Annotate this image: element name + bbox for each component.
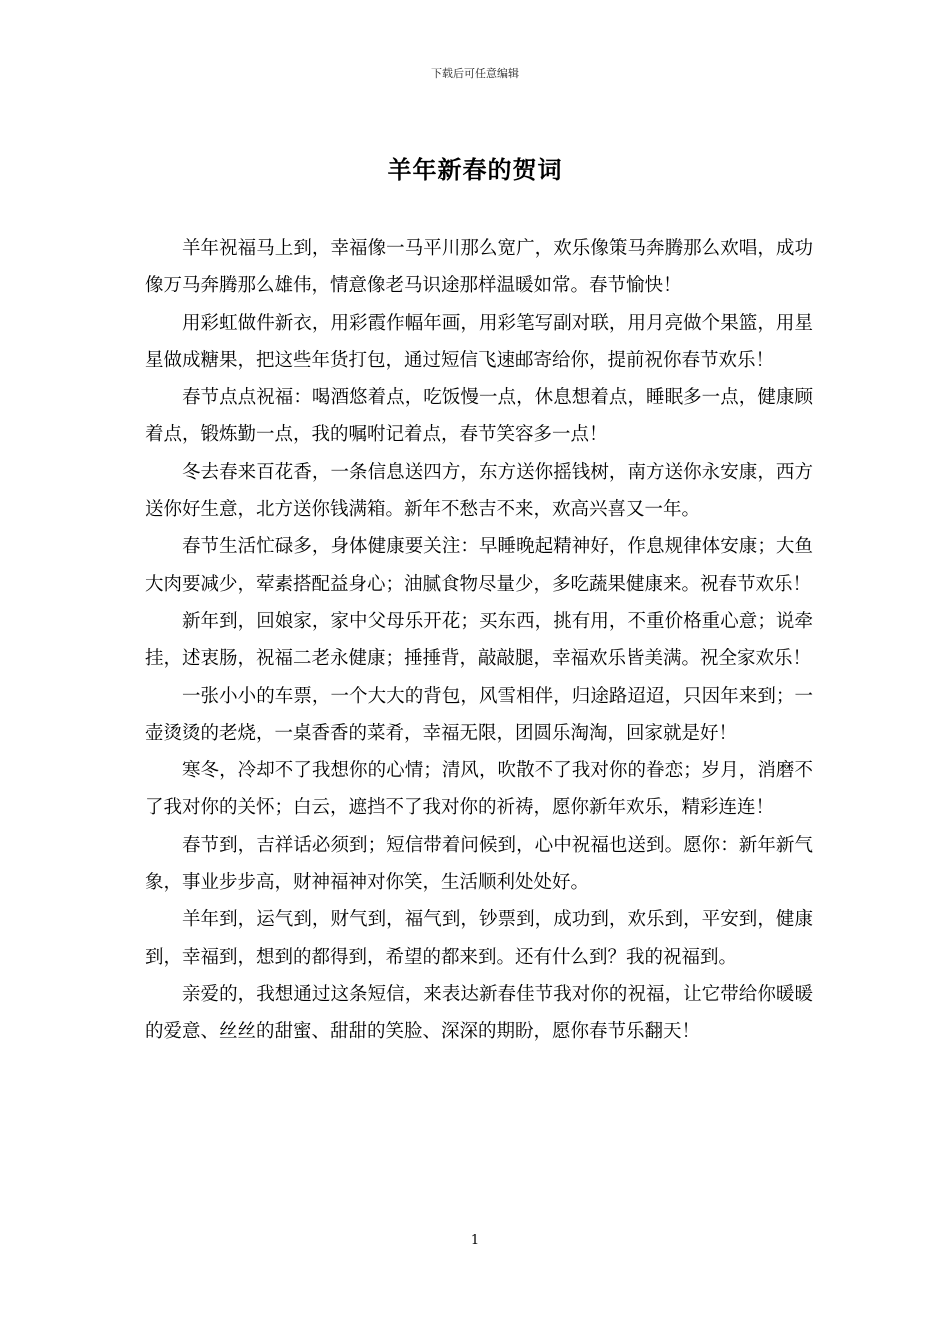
paragraph: 春节到，吉祥话必须到；短信带着问候到，心中祝福也送到。愿你：新年新气象，事业步步高，财神福神对你笑，生活顺利处处好。 <box>145 834 813 894</box>
paragraph: 一张小小的车票，一个大大的背包，风雪相伴，归途路迢迢，只因年来到；一壶烫烫的老烧，一桌香香的菜肴，幸福无限，团圆乐淘淘，回家就是好！ <box>145 685 813 744</box>
paragraph: 春节点点祝福：喝酒悠着点，吃饭慢一点，休息想着点，睡眠多一点，健康顾着点，锻炼勤一点，我的嘱咐记着点，春节笑容多一点！ <box>145 387 813 446</box>
paragraph: 羊年到，运气到，财气到，福气到，钞票到，成功到，欢乐到，平安到，健康到，幸福到，想到的都得到，希望的都来到。还有什么到？我的祝福到。 <box>145 909 813 968</box>
page-number: 1 <box>470 1233 480 1248</box>
document-title: 羊年新春的贺词 <box>387 155 563 184</box>
paragraph: 新年到，回娘家，家中父母乐开花；买东西，挑有用，不重价格重心意；说牵挂，述衷肠，祝福二老永健康；捶捶背，敲敲腿，幸福欢乐皆美满。祝全家欢乐！ <box>145 610 813 670</box>
paragraph: 寒冬，冷却不了我想你的心情；清风，吹散不了我对你的眷恋；岁月，消磨不了我对你的关怀；白云，遮挡不了我对你的祈祷，愿你新年欢乐，精彩连连！ <box>145 760 813 819</box>
paragraph: 春节生活忙碌多，身体健康要关注：早睡晚起精神好，作息规律体安康；大鱼大肉要减少，荤素搭配益身心；油腻食物尽量少，多吃蔬果健康来。祝春节欢乐！ <box>145 536 813 595</box>
paragraph: 用彩虹做件新衣，用彩霞作幅年画，用彩笔写副对联，用月亮做个果篮，用星星做成糖果，把这些年货打包，通过短信飞速邮寄给你，提前祝你春节欢乐！ <box>145 312 813 371</box>
paragraph: 羊年祝福马上到，幸福像一马平川那么宽广，欢乐像策马奔腾那么欢唱，成功像万马奔腾那么雄伟，情意像老马识途那样温暖如常。春节愉快！ <box>145 238 813 297</box>
paragraph: 冬去春来百花香，一条信息送四方，东方送你摇钱树，南方送你永安康，西方送你好生意，北方送你钱满箱。新年不愁吉不来，欢高兴喜又一年。 <box>145 461 813 521</box>
paragraph: 亲爱的，我想通过这条短信，来表达新春佳节我对你的祝福，让它带给你暖暖的爱意、丝丝的甜蜜、甜甜的笑脸、深深的期盼，愿你春节乐翻天！ <box>145 983 813 1043</box>
header-note: 下载后可任意编辑 <box>431 67 519 80</box>
body-text <box>145 230 813 1051</box>
